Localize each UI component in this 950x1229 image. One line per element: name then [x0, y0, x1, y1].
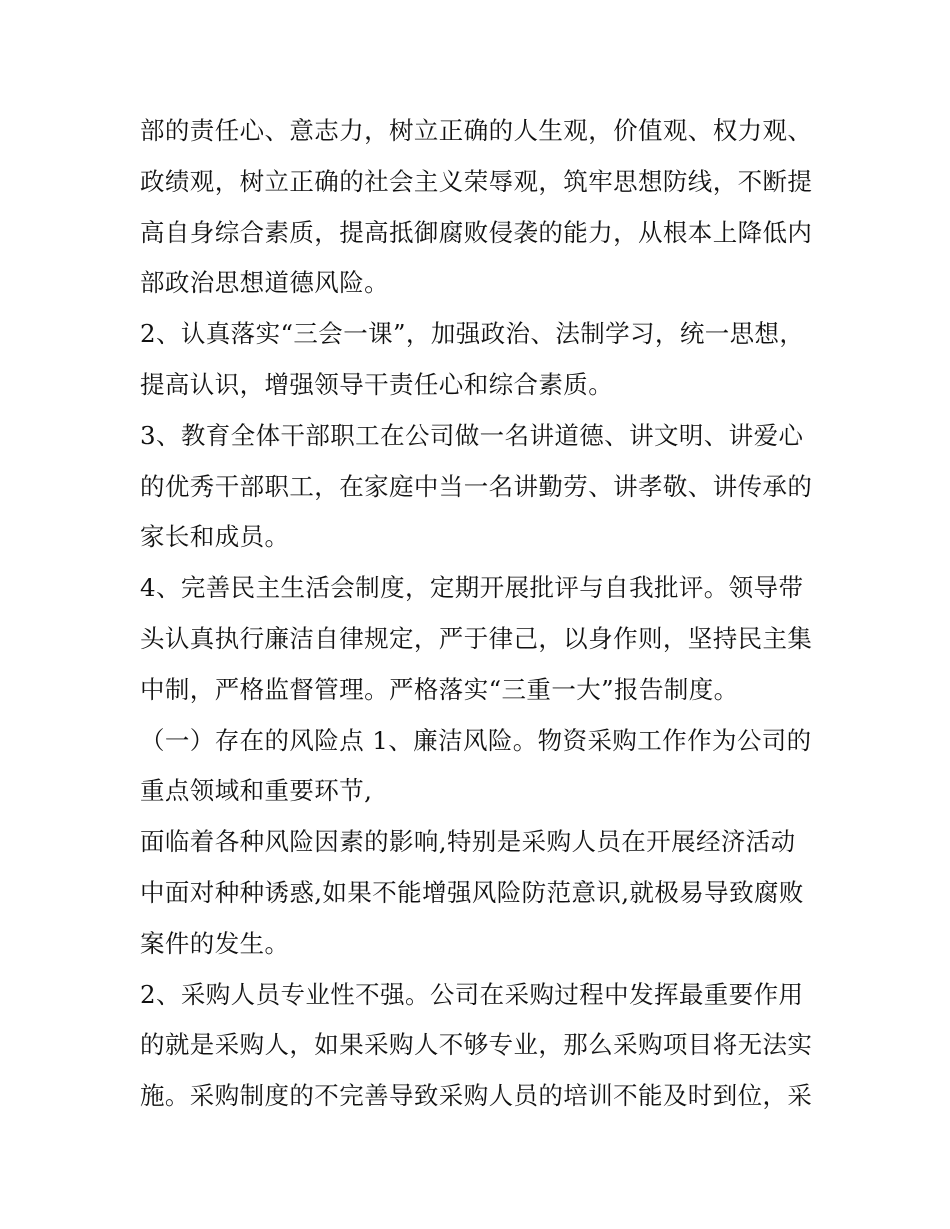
text-line: 家长和成员。 [140, 522, 290, 552]
text-line: 的优秀干部职工，在家庭中当一名讲勤劳、讲孝敬、讲传承的 [140, 471, 813, 501]
text-line: 重点领域和重要环节, [140, 776, 373, 806]
text-line: 4、完善民主生活会制度，定期开展批评与自我批评。领导带 [140, 573, 804, 603]
document-body [140, 106, 820, 1122]
text-line: 政绩观，树立正确的社会主义荣辱观，筑牢思想防线，不断提 [140, 166, 813, 196]
text-line: 3、教育全体干部职工在公司做一名讲道德、讲文明、讲爱心 [140, 420, 804, 450]
text-line: 2、认真落实“三会一课”，加强政治、法制学习，统一思想， [140, 319, 805, 349]
text-line: 案件的发生。 [140, 928, 290, 958]
text-line: 高自身综合素质，提高抵御腐败侵袭的能力，从根本上降低内 [140, 217, 813, 247]
text-line: 部的责任心、意志力，树立正确的人生观，价值观、权力观、 [140, 116, 813, 145]
text-line: （一）存在的风险点 1、廉洁风险。物资采购工作作为公司的 [140, 725, 812, 755]
text-line: 部政治思想道德风险。 [140, 268, 389, 298]
text-line: 中面对种种诱惑,如果不能增强风险防范意识,就极易导致腐败 [140, 877, 804, 907]
text-line: 提高认识，增强领导干责任心和综合素质。 [140, 369, 614, 399]
text-line: 施。采购制度的不完善导致采购人员的培训不能及时到位，采 [140, 1081, 813, 1111]
text-line: 面临着各种风险因素的影响,特别是采购人员在开展经济活动 [140, 827, 796, 857]
text-line: 2、采购人员专业性不强。公司在采购过程中发挥最重要作用 [140, 979, 804, 1009]
text-line: 的就是采购人，如果采购人不够专业，那么采购项目将无法实 [140, 1030, 813, 1060]
text-line: 头认真执行廉洁自律规定，严于律己，以身作则，坚持民主集 [140, 623, 813, 653]
text-line: 中制，严格监督管理。严格落实“三重一大”报告制度。 [140, 674, 739, 704]
